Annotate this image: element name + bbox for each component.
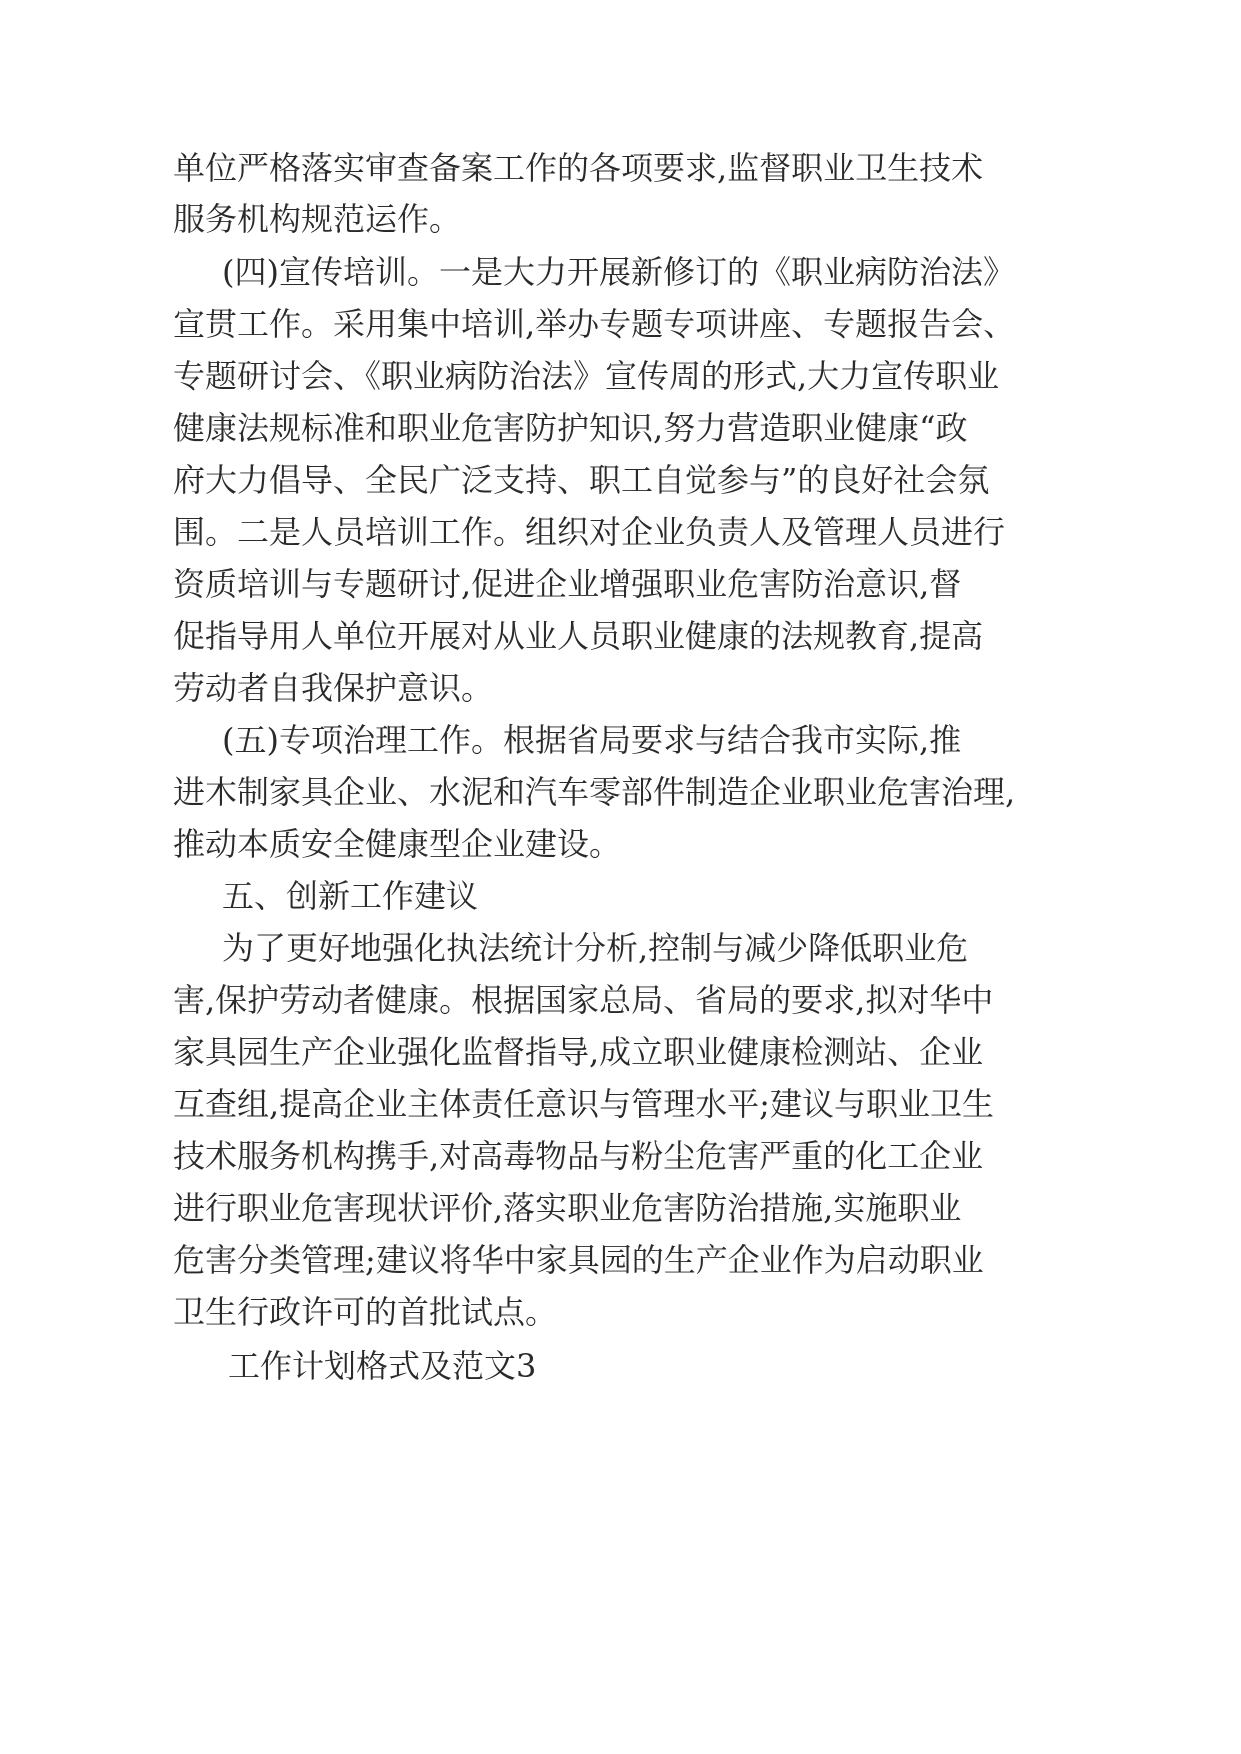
body-text-line: 劳动者自我保护意识。: [173, 669, 494, 707]
document-title: 工作计划格式及范文3: [228, 1347, 537, 1385]
body-text-line: 宣贯工作。采用集中培训,举办专题专项讲座、专题报告会、: [173, 305, 1016, 343]
body-text-line: 家具园生产企业强化监督指导,成立职业健康检测站、企业: [173, 1033, 984, 1071]
body-text-line: 危害分类管理;建议将华中家具园的生产企业作为启动职业: [173, 1241, 984, 1279]
body-text-line: 害,保护劳动者健康。根据国家总局、省局的要求,拟对华中: [173, 981, 994, 1019]
body-text-line: 互查组,提高企业主体责任意识与管理水平;建议与职业卫生: [173, 1085, 994, 1123]
body-text-line: 单位严格落实审查备案工作的各项要求,监督职业卫生技术: [173, 149, 984, 187]
body-text-line: 卫生行政许可的首批试点。: [173, 1293, 558, 1331]
body-text-line: 健康法规标准和职业危害防护知识,努力营造职业健康“政: [173, 409, 968, 447]
body-text-line: 府大力倡导、全民广泛支持、职工自觉参与”的良好社会氛: [173, 461, 990, 499]
body-text-line: 进木制家具企业、水泥和汽车零部件制造企业职业危害治理,: [173, 773, 1016, 811]
chapter-heading: 五、创新工作建议: [222, 877, 479, 915]
section-heading-line: (四)宣传培训。一是大力开展新修订的《职业病防治法》: [222, 253, 1015, 291]
body-text-line: 服务机构规范运作。: [173, 200, 462, 238]
body-text-line: 资质培训与专题研讨,促进企业增强职业危害防治意识,督: [173, 565, 962, 603]
body-text-line: 围。二是人员培训工作。组织对企业负责人及管理人员进行: [173, 513, 1006, 551]
section-heading-line: (五)专项治理工作。根据省局要求与结合我市实际,推: [222, 721, 962, 759]
body-text-line: 进行职业危害现状评价,落实职业危害防治措施,实施职业: [173, 1189, 962, 1227]
body-text-line: 促指导用人单位开展对从业人员职业健康的法规教育,提高: [173, 617, 984, 655]
body-text-line: 推动本质安全健康型企业建设。: [173, 825, 622, 863]
body-text-line: 技术服务机构携手,对高毒物品与粉尘危害严重的化工企业: [173, 1137, 984, 1175]
body-text-line: 为了更好地强化执法统计分析,控制与减少降低职业危: [222, 929, 969, 967]
body-text-line: 专题研讨会、《职业病防治法》宣传周的形式,大力宣传职业: [173, 357, 1000, 395]
